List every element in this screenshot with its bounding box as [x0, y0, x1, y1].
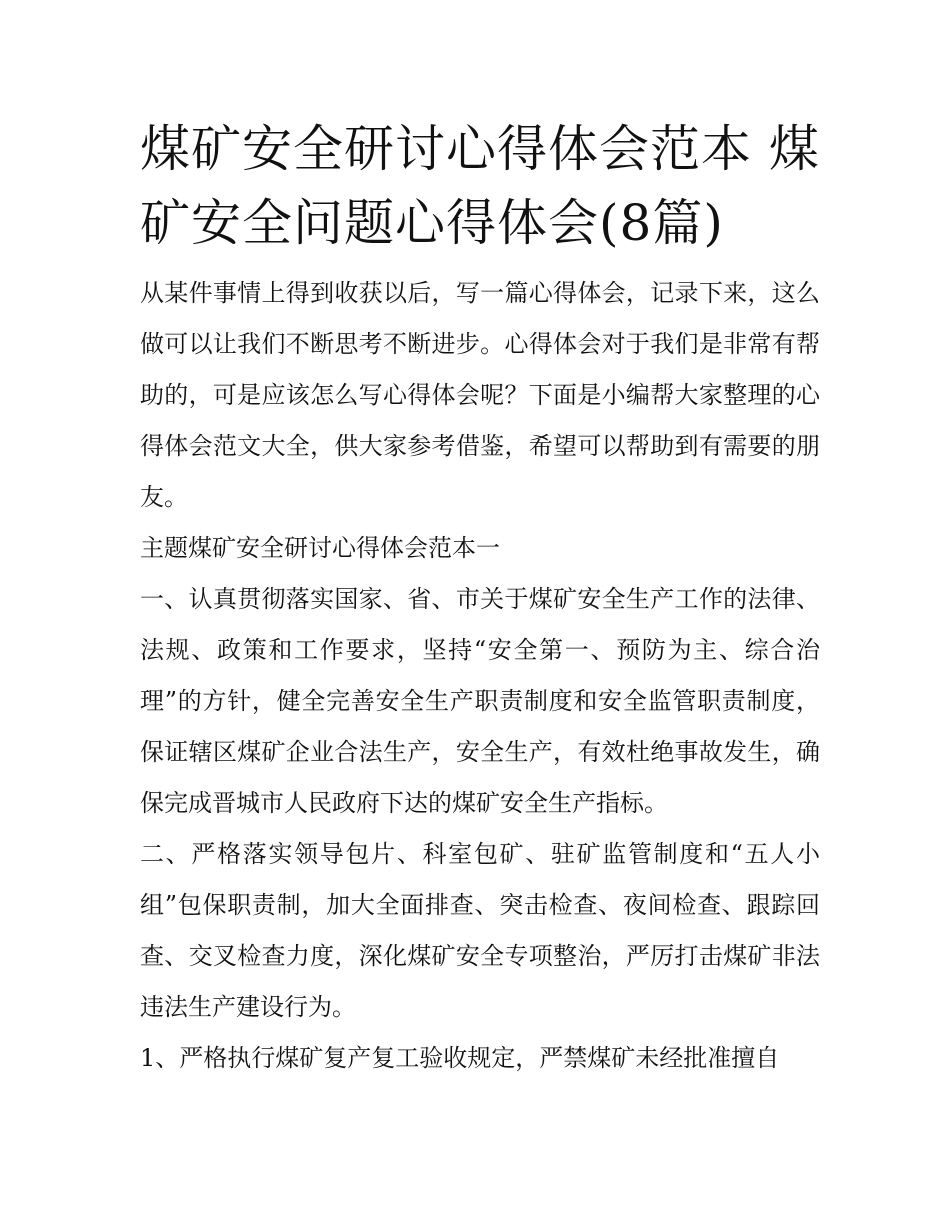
document-body — [140, 268, 820, 1084]
paragraph-item-2: 二、严格落实领导包片、科室包矿、驻矿监管制度和“五人小组”包保职责制，加大全面排查、突击检查、夜间检查、跟踪回查、交叉检查力度，深化煤矿安全专项整治，严厉打击煤矿非法违法生产建设行为。 — [140, 840, 820, 1021]
paragraph-item-1: 一、认真贯彻落实国家、省、市关于煤矿安全生产工作的法律、法规、政策和工作要求，坚持“安全第一、预防为主、综合治理”的方针，健全完善安全生产职责制度和安全监管职责制度，保证辖区煤矿企业合法生产，安全生产，有效杜绝事故发生，确保完成晋城市人民政府下达的煤矿安全生产指标。 — [140, 585, 820, 817]
paragraph-subitem-1: 1、严格执行煤矿复产复工验收规定，严禁煤矿未经批准擅自 — [140, 1044, 780, 1072]
section-heading: 主题煤矿安全研讨心得体会范本一 — [140, 534, 500, 562]
intro-paragraph: 从某件事情上得到收获以后，写一篇心得体会，记录下来，这么做可以让我们不断思考不断进步。心得体会对于我们是非常有帮助的，可是应该怎么写心得体会呢？下面是小编帮大家整理的心得体会范文大全，供大家参考借鉴，希望可以帮助到有需要的朋友。 — [140, 279, 820, 511]
document-title: 煤矿安全研讨心得体会范本 煤矿安全问题心得体会(8篇) — [140, 120, 820, 252]
